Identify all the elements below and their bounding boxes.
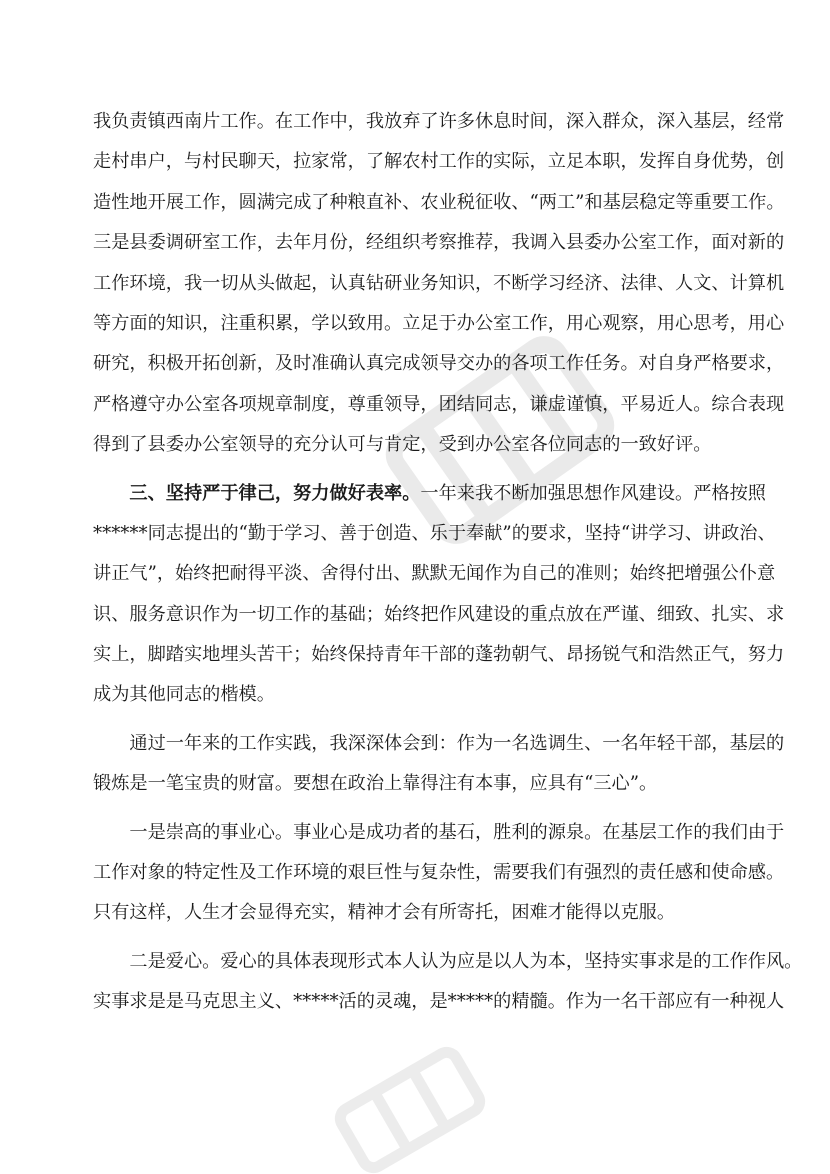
text-line: 二是爱心。爱心的具体表现形式本人认为应是以人为本，坚持实事求是的工作作风。	[129, 950, 803, 972]
text-line: 识、服务意识作为一切工作的基础；始终把作风建设的重点放在严谨、细致、扎实、求	[93, 603, 785, 625]
text-line: 成为其他同志的楷模。	[93, 684, 275, 706]
text-line: ******同志提出的“勤于学习、善于创造、乐于奉献”的要求，坚持“讲学习、讲政治、	[93, 522, 776, 544]
text-line: 严格遵守办公室各项规章制度，尊重领导，团结同志，谦虚谨慎，平易近人。综合表现	[93, 393, 785, 415]
text-line: 研究，积极开拓创新，及时准确认真完成领导交办的各项工作任务。对自身严格要求，	[93, 353, 785, 375]
text-line	[93, 474, 766, 514]
text-line: 工作对象的特定性及工作环境的艰巨性与复杂性，需要我们有强烈的责任感和使命感。	[93, 862, 785, 884]
text-line: 等方面的知识，注重积累，学以致用。立足于办公室工作，用心观察，用心思考，用心	[93, 312, 785, 334]
document-body	[93, 102, 803, 1023]
watermark-mark-icon	[300, 1040, 520, 1174]
text-line: 我负责镇西南片工作。在工作中，我放弃了许多休息时间，深入群众，深入基层，经常	[93, 111, 785, 132]
text-run: 一年来我不断加强思想作风建设。严格按照	[420, 482, 766, 504]
text-line: 走村串户，与村民聊天，拉家常，了解农村工作的实际，立足本职，发挥自身优势，创	[93, 151, 785, 173]
text-line: 实事求是是马克思主义、*****活的灵魂，是*****的精髓。作为一名干部应有一种视人	[93, 991, 785, 1013]
text-line: 得到了县委办公室领导的充分认可与肯定，受到办公室各位同志的一致好评。	[93, 434, 712, 456]
section-heading: 三、坚持严于律己，努力做好表率。	[129, 482, 421, 504]
text-line: 造性地开展工作，圆满完成了种粮直补、农业税征收、“两工”和基层稳定等重要工作。	[93, 191, 785, 213]
text-line: 锻炼是一笔宝贵的财富。要想在政治上靠得注有本事，应具有“三心”。	[93, 773, 658, 795]
text-line: 工作环境，我一切从头做起，认真钻研业务知识，不断学习经济、法律、人文、计算机	[93, 272, 785, 294]
text-line: 只有这样，人生才会显得充实，精神才会有所寄托，困难才能得以克服。	[93, 902, 676, 924]
text-line: 讲正气”，始终把耐得平淡、舍得付出、默默无闻作为自己的准则；始终把增强公仆意	[93, 563, 776, 585]
paragraph-self-discipline	[93, 474, 785, 716]
paragraph-career-heart	[93, 813, 785, 934]
paragraph-love-heart	[93, 942, 803, 1023]
text-line: 三是县委调研室工作，去年月份，经组织考察推荐，我调入县委办公室工作，面对新的	[93, 232, 785, 254]
text-line: 通过一年来的工作实践，我深深体会到：作为一名选调生、一名年轻干部，基层的	[129, 732, 785, 754]
paragraph-work-summary	[93, 102, 785, 466]
text-line: 一是崇高的事业心。事业心是成功者的基石，胜利的源泉。在基层工作的我们由于	[129, 821, 785, 843]
text-line: 实上，脚踏实地埋头苦干；始终保持青年干部的蓬勃朝气、昂扬锐气和浩然正气，努力	[93, 644, 785, 666]
paragraph-experience	[93, 724, 785, 805]
